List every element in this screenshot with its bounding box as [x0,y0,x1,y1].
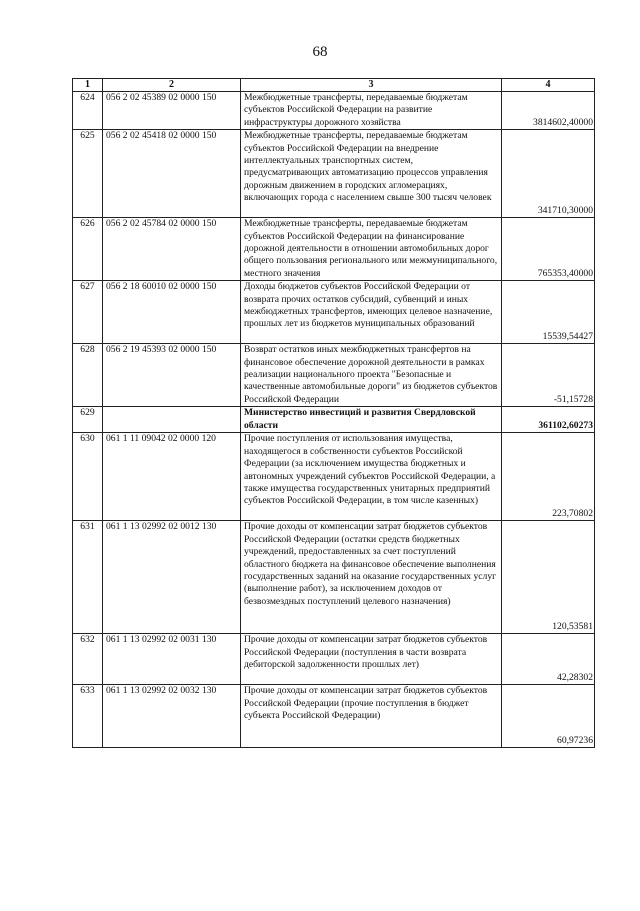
row-description: Возврат остатков иных межбюджетных трансфертов на финансовое обеспечение дорожной деятельности в рамках реализации национального проекта "Безопасные и качественные автомобильные дороги" из бюджетов субъектов Российской Федерации [241,344,502,407]
table-row [73,634,595,685]
row-description: Межбюджетные трансферты, передаваемые бюджетам субъектов Российской Федерации на внедрение интеллектуальных транспортных систем, предусматривающих автоматизацию процессов управления дорожным движением в городских агломерациях, включающих города с населением свыше 300 тысяч человек [241,130,502,218]
table-row [73,521,595,634]
table-header-row [73,79,595,92]
row-number: 625 [73,130,103,218]
row-number: 629 [73,407,103,433]
row-description: Прочие доходы от компенсации затрат бюджетов субъектов Российской Федерации (остатки средств бюджетных учреждений, предоставленных за счет поступлений областного бюджета на финансовое обеспечение выполнения государственных заданий на оказание государственных услуг (выполнение работ), за исключением доходов от безвозмездных поступлений целевого назначения) [241,521,502,634]
row-amount: 60,97236 [502,685,595,748]
header-col-2: 2 [103,79,241,92]
ministry-name: Министерство инвестиций и развития Свердловской области [241,407,502,433]
row-number: 633 [73,685,103,748]
table-row [73,92,595,130]
row-number: 632 [73,634,103,685]
budget-code: 061 1 13 02992 02 0012 130 [103,521,241,634]
budget-code: 061 1 13 02992 02 0031 130 [103,634,241,685]
table-row [73,281,595,344]
header-col-3: 3 [241,79,502,92]
header-col-1: 1 [73,79,103,92]
row-number: 630 [73,433,103,521]
row-number: 624 [73,92,103,130]
row-description: Межбюджетные трансферты, передаваемые бюджетам субъектов Российской Федерации на развитие инфраструктуры дорожного хозяйства [241,92,502,130]
row-description: Прочие доходы от компенсации затрат бюджетов субъектов Российской Федерации (прочие поступления в бюджет субъекта Российской Федерации) [241,685,502,748]
table-row [73,433,595,521]
budget-code [103,407,241,433]
budget-code: 056 2 02 45784 02 0000 150 [103,218,241,281]
budget-table [72,78,595,748]
header-col-4: 4 [502,79,595,92]
row-amount: 765353,40000 [502,218,595,281]
budget-code: 056 2 02 45418 02 0000 150 [103,130,241,218]
table-row [73,218,595,281]
table-row [73,685,595,748]
row-amount: 42,28302 [502,634,595,685]
table-row [73,344,595,407]
row-description: Межбюджетные трансферты, передаваемые бюджетам субъектов Российской Федерации на финансирование дорожной деятельности в отношении автомобильных дорог общего пользования регионального или межмуниципального, местного значения [241,218,502,281]
ministry-total-amount: 361102,60273 [502,407,595,433]
row-amount: 341710,30000 [502,130,595,218]
table-row-ministry [73,407,595,433]
row-number: 626 [73,218,103,281]
row-amount: -51,15728 [502,344,595,407]
row-description: Прочие доходы от компенсации затрат бюджетов субъектов Российской Федерации (поступления в части возврата дебиторской задолженности прошлых лет) [241,634,502,685]
row-amount: 120,53581 [502,521,595,634]
row-number: 627 [73,281,103,344]
row-amount: 223,70802 [502,433,595,521]
budget-code: 061 1 13 02992 02 0032 130 [103,685,241,748]
page-number: 68 [312,44,328,60]
budget-code: 056 2 19 45393 02 0000 150 [103,344,241,407]
table-row [73,130,595,218]
budget-code: 056 2 02 45389 02 0000 150 [103,92,241,130]
row-amount: 15539,54427 [502,281,595,344]
row-number: 631 [73,521,103,634]
row-amount: 3814602,40000 [502,92,595,130]
row-number: 628 [73,344,103,407]
row-description: Прочие поступления от использования имущества, находящегося в собственности субъектов Российской Федерации (за исключением имущества бюджетных и автономных учреждений субъектов Российской Федерации, а также имущества государственных унитарных предприятий субъектов Российской Федерации, в том числе казенных) [241,433,502,521]
row-description: Доходы бюджетов субъектов Российской Федерации от возврата прочих остатков субсидий, субвенций и иных межбюджетных трансфертов, имеющих целевое назначение, прошлых лет из бюджетов муниципальных образований [241,281,502,344]
budget-code: 056 2 18 60010 02 0000 150 [103,281,241,344]
budget-code: 061 1 11 09042 02 0000 120 [103,433,241,521]
